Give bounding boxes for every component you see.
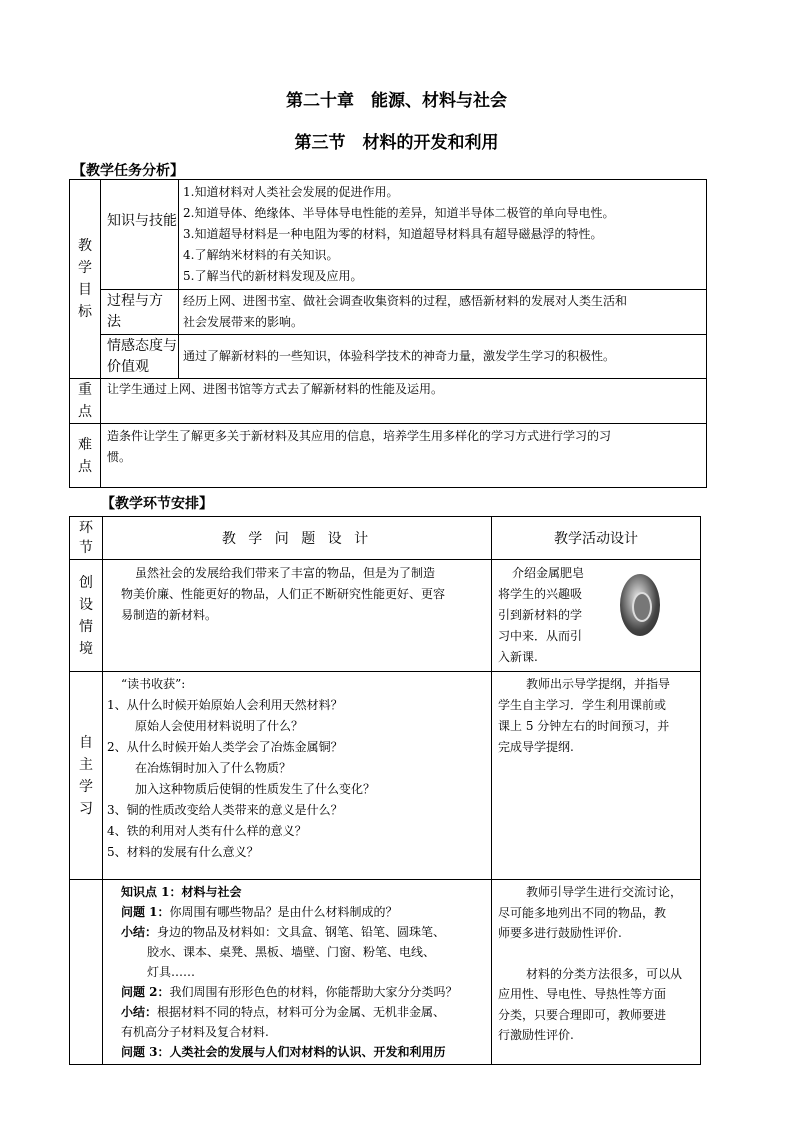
- scenario-activity: [492, 560, 701, 672]
- text-line: 虽然社会的发展给我们带来了丰富的物品，但是为了制造: [135, 566, 436, 580]
- chapter-title: 第二十章 能源、材料与社会: [286, 91, 507, 111]
- text-line: 引到新材料的学: [498, 608, 583, 622]
- knowledge-point-activity: [492, 880, 701, 1065]
- text-line: 造条件让学生了解更多关于新材料及其应用的信息，培养学生用多样化的学习方式进行学习的习: [107, 429, 612, 443]
- text-line: 易制造的新材料。: [121, 608, 218, 622]
- text-line: 有机高分子材料及复合材料.: [121, 1025, 269, 1039]
- text-line: 惯。: [107, 450, 132, 464]
- text-line: 5、材料的发展有什么意义？: [107, 845, 259, 859]
- key-point-content: 让学生通过上网、进图书馆等方式去了解新材料的性能及运用。: [101, 379, 707, 424]
- text-line: 应用性、导电性、导热性等方面: [498, 987, 667, 1001]
- stage-label-scenario: 创设情境: [70, 560, 103, 672]
- text-line: 4、铁的利用对人类有什么样的意义？: [107, 824, 307, 838]
- text-line: 介绍金属肥皂: [512, 566, 585, 580]
- text-line: 5.了解当代的新材料发现及应用。: [183, 269, 363, 283]
- section-title: 第三节 材料的开发和利用: [294, 133, 499, 153]
- knowledge-point-design: [103, 880, 492, 1065]
- knowledge-point-title: 知识点 1：材料与社会: [121, 885, 242, 899]
- key-point-label: 重点: [70, 379, 101, 424]
- text-line: 社会发展带来的影响。: [183, 315, 304, 329]
- text-line: 师要多进行鼓励性评价.: [498, 926, 622, 940]
- text-line: 行激励性评价.: [498, 1028, 574, 1042]
- summary-2: 小结：根据材料不同的特点，材料可分为金属、无机非金属、: [121, 1005, 446, 1019]
- knowledge-skill-label: 知识与技能: [101, 180, 179, 290]
- stage-label-empty: [70, 880, 103, 1065]
- text-line: 完成导学提纲.: [498, 740, 574, 754]
- question-3: 问题 3：人类社会的发展与人们对材料的认识、开发和利用历: [121, 1045, 446, 1059]
- text-line: 通过了解新材料的一些知识，体验科学技术的神奇力量，激发学生学习的积极性。: [183, 349, 616, 363]
- text-line: 在冶炼铜时加入了什么物质？: [135, 761, 292, 775]
- text-line: 教师引导学生进行交流讨论，: [526, 885, 683, 899]
- text-line: 2、从什么时候开始人类学会了冶炼金属铜？: [107, 740, 343, 754]
- text-line: 胶水、课本、桌凳、黑板、墙壁、门窗、粉笔、电线、: [147, 945, 436, 959]
- process-method-label: 过程与方法: [101, 290, 179, 335]
- text-line: 2.知道导体、绝缘体、半导体导电性能的差异，知道半导体二极管的单向导电性。: [183, 206, 615, 220]
- text-line: 尽可能多地列出不同的物品，教: [498, 905, 667, 920]
- arrangement-heading: 【教学环节安排】: [101, 496, 213, 512]
- scenario-design: [103, 560, 492, 672]
- text-line: 经历上网、进图书室、做社会调查收集资料的过程，感悟新材料的发展对人类生活和: [183, 294, 628, 308]
- text-line-blank: [498, 944, 694, 964]
- self-study-design: [103, 672, 492, 880]
- text-line: 灯具……: [147, 965, 196, 979]
- text-line: 教师出示导学提纲，并指导: [526, 677, 671, 691]
- emotion-value-label: 情感态度与价值观: [101, 335, 179, 379]
- text-line: 物美价廉、性能更好的物品，人们正不断研究性能更好、更容: [121, 587, 446, 601]
- text-line: “读书收获”:: [121, 677, 186, 691]
- text-line: 4.了解纳米材料的有关知识。: [183, 248, 339, 262]
- knowledge-skill-content: [179, 180, 707, 290]
- header-stage: 环节: [70, 517, 103, 560]
- goal-label: 教学目标: [70, 180, 101, 379]
- summary-1: 小结：身边的物品及材料如：文具盒、钢笔、铅笔、圆珠笔、: [121, 925, 446, 939]
- task-analysis-heading: 【教学任务分析】: [72, 163, 184, 179]
- text-line: 材料的分类方法很多，可以从: [526, 966, 683, 981]
- text-line: 原始人会使用材料说明了什么？: [135, 719, 304, 733]
- emotion-value-content: [179, 335, 707, 379]
- header-design: 教 学 问 题 设 计: [103, 517, 492, 560]
- process-method-content: [179, 290, 707, 335]
- text-line: 1.知道材料对人类社会发展的促进作用。: [183, 185, 399, 199]
- text-line: 1、从什么时候开始原始人会利用天然材料？: [107, 698, 343, 712]
- text-line: 入新课.: [498, 650, 538, 664]
- metal-soap-image: [620, 574, 660, 636]
- header-activity: 教学活动设计: [492, 517, 701, 560]
- task-analysis-table: [69, 179, 707, 488]
- question-1: 问题 1：你周围有哪些物品？是由什么材料制成的？: [121, 905, 398, 919]
- text-line: 学生自主学习．学生利用课前或: [498, 698, 667, 712]
- text-line: 3、铜的性质改变给人类带来的意义是什么？: [107, 803, 343, 817]
- text-line: 加入这种物质后使铜的性质发生了什么变化？: [135, 782, 376, 796]
- arrangement-table: [69, 516, 701, 1065]
- text-line: 3.知道超导材料是一种电阻为零的材料，知道超导材料具有超导磁悬浮的特性。: [183, 227, 603, 241]
- self-study-activity: [492, 672, 701, 880]
- difficulty-label: 难点: [70, 424, 101, 488]
- text-line: 分类，只要合理即可，教师要进: [498, 1007, 667, 1022]
- stage-label-self-study: 自主学习: [70, 672, 103, 880]
- text-line: 将学生的兴趣吸: [498, 587, 583, 601]
- difficulty-content: [101, 424, 707, 488]
- question-2: 问题 2：我们周围有形形色色的材料，你能帮助大家分分类吗？: [121, 985, 458, 999]
- text-line: 习中来．从而引: [498, 629, 583, 643]
- text-line: 课上 5 分钟左右的时间预习，并: [498, 719, 670, 733]
